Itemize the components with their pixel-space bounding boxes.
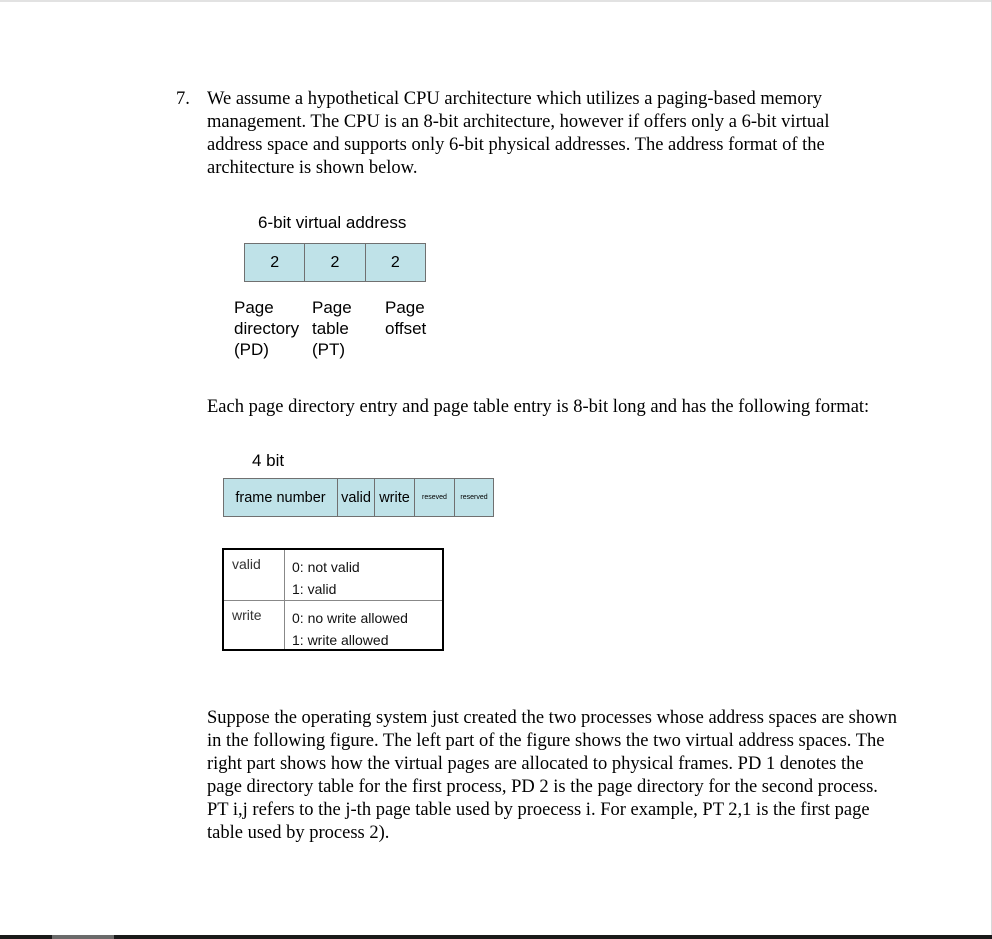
offset-bits: 2: [390, 253, 400, 271]
legend-row-valid: [224, 550, 442, 601]
valid-field: valid: [338, 479, 375, 516]
virtual-address-format: [244, 243, 426, 282]
pd-bits: 2: [245, 244, 305, 281]
legend-key-valid: valid: [232, 556, 261, 572]
legend-key-write: write: [232, 607, 262, 623]
question-intro: We assume a hypothetical CPU architecture which utilizes a paging-based memory management. The CPU is an 8-bit architecture, however if offers only a 6-bit virtual address space and supports only 6-bit physical addresses. The address format of the architecture is shown below.: [207, 89, 830, 178]
legend-values-valid: 0: not valid 1: valid: [292, 559, 360, 597]
bottom-bar: [0, 935, 992, 939]
frame-number-field: frame number: [224, 479, 338, 516]
pt-bits: 2: [305, 244, 365, 281]
bit-legend-table: [222, 548, 444, 651]
entry-format: [223, 478, 494, 517]
legend-values-write: 0: no write allowed 1: write allowed: [292, 610, 408, 648]
top-border: [0, 0, 992, 2]
virtual-address-title: 6-bit virtual address: [258, 213, 407, 232]
question-number: 7.: [176, 89, 190, 109]
entry-description: Each page directory entry and page table entry is 8-bit long and has the following format:: [207, 397, 870, 417]
closing-paragraph: Suppose the operating system just created the two processes whose address spaces are shown in the following figure. The left part of the figure shows the two virtual address spaces. The right part shows how the virtual pages are allocated to physical frames. PD 1 denotes the page directory table for the first process, PD 2 is the page directory for the second process. PT i,j refers to the j-th page table used by proecess i. For example, PT 2,1 is the first page table used by process 2).: [207, 708, 897, 843]
offset-label: Page offset: [385, 298, 427, 338]
reserved-field-2: reserved: [460, 494, 488, 501]
frame-bit-label: 4 bit: [252, 451, 285, 470]
legend-row-write: [224, 601, 442, 649]
reserved-field-1: reseved: [415, 479, 455, 516]
write-field: write: [375, 479, 415, 516]
pt-label: Page table (PT): [312, 298, 352, 359]
pd-label: Page directory (PD): [234, 298, 300, 359]
